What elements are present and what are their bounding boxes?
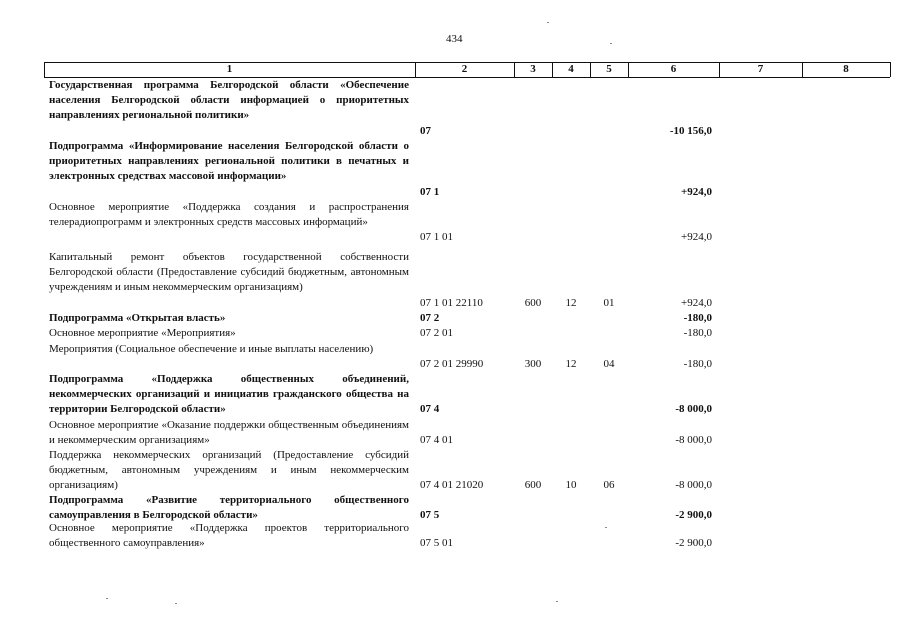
row-col-3: 600 <box>524 479 542 491</box>
row-description: Подпрограмма «Открытая власть» <box>49 312 226 324</box>
row-amount: -180,0 <box>683 327 712 339</box>
row-code: 07 5 <box>420 509 440 521</box>
row-amount: -2 900,0 <box>675 509 712 521</box>
page-number: 434 <box>446 33 463 45</box>
column-header-6: 6 <box>670 63 677 75</box>
column-header-4: 4 <box>568 63 574 75</box>
row-col-3: 600 <box>524 297 542 309</box>
row-col-4: 10 <box>565 479 577 491</box>
scan-speck <box>175 603 177 604</box>
scan-speck <box>605 527 607 528</box>
row-col-4: 12 <box>565 358 577 370</box>
row-code: 07 2 <box>420 312 440 324</box>
row-col-3: 300 <box>524 358 542 370</box>
row-code: 07 2 01 <box>420 327 453 339</box>
row-description: Государственная программа Белгородской области «Обеспечение населения Белгородской области информацией о приоритетных направлениях региональной политики» <box>49 79 409 122</box>
column-header-7: 7 <box>757 63 764 75</box>
row-code: 07 1 01 <box>420 231 453 243</box>
row-description: Подпрограмма «Развитие территориального общественного самоуправления в Белгородской области» <box>49 494 409 522</box>
row-code: 07 4 <box>420 403 440 415</box>
row-description: Основное мероприятие «Поддержка проектов территориального общественного самоуправления» <box>49 522 409 550</box>
row-col-4: 12 <box>565 297 577 309</box>
row-amount: -8 000,0 <box>675 434 712 446</box>
scan-speck <box>547 22 549 23</box>
column-header-8: 8 <box>843 63 849 75</box>
row-code: 07 1 01 22110 <box>420 297 483 309</box>
row-amount: -180,0 <box>683 358 712 370</box>
row-code: 07 2 01 29990 <box>420 358 484 370</box>
row-code: 07 4 01 21020 <box>420 479 484 491</box>
column-header-2: 2 <box>461 63 468 75</box>
row-amount: -8 000,0 <box>675 479 712 491</box>
row-description: Основное мероприятие «Поддержка создания и распространения телерадиопрограмм и электронных средств массовых информаций» <box>49 201 409 229</box>
row-col-5: 04 <box>603 358 615 370</box>
row-amount: +924,0 <box>681 231 712 243</box>
scan-speck <box>610 43 612 44</box>
row-description: Мероприятия (Социальное обеспечение и иные выплаты населению) <box>49 343 374 355</box>
row-description: Подпрограмма «Информирование населения Белгородской области о приоритетных направлениях региональной политики в печатных и электронных средствах массовой информации» <box>49 140 409 183</box>
row-description: Основное мероприятие «Оказание поддержки общественным объединениям и некоммерческим организациям» <box>49 419 409 447</box>
column-header-3: 3 <box>530 63 536 75</box>
row-amount: +924,0 <box>680 186 712 198</box>
row-code: 07 5 01 <box>420 537 453 549</box>
column-header-5: 5 <box>606 63 612 75</box>
header-divider <box>890 62 891 77</box>
row-description: Капитальный ремонт объектов государственной собственности Белгородской области (Предоставление субсидий бюджетным, автономным учреждениям и иным некоммерческим организациям) <box>49 251 409 294</box>
row-col-5: 01 <box>603 297 615 309</box>
row-code: 07 4 01 <box>420 434 453 446</box>
row-code: 07 1 <box>420 186 440 198</box>
row-amount: -180,0 <box>683 312 712 324</box>
row-col-5: 06 <box>603 479 615 491</box>
row-description: Поддержка некоммерческих организаций (Предоставление субсидий бюджетным, автономным учреждениям и иным некоммерческим организациям) <box>49 449 409 492</box>
row-amount: -10 156,0 <box>669 125 712 137</box>
row-description: Основное мероприятие «Мероприятия» <box>49 327 236 339</box>
scan-speck <box>106 598 108 599</box>
scan-speck <box>556 601 558 602</box>
row-description: Подпрограмма «Поддержка общественных объединений, некоммерческих организаций и инициатив гражданского общества на территории Белгородской области» <box>49 373 409 416</box>
column-header-1: 1 <box>226 63 233 75</box>
row-code: 07 <box>420 125 431 137</box>
row-amount: +924,0 <box>681 297 712 309</box>
row-amount: -8 000,0 <box>675 403 712 415</box>
row-amount: -2 900,0 <box>675 537 712 549</box>
